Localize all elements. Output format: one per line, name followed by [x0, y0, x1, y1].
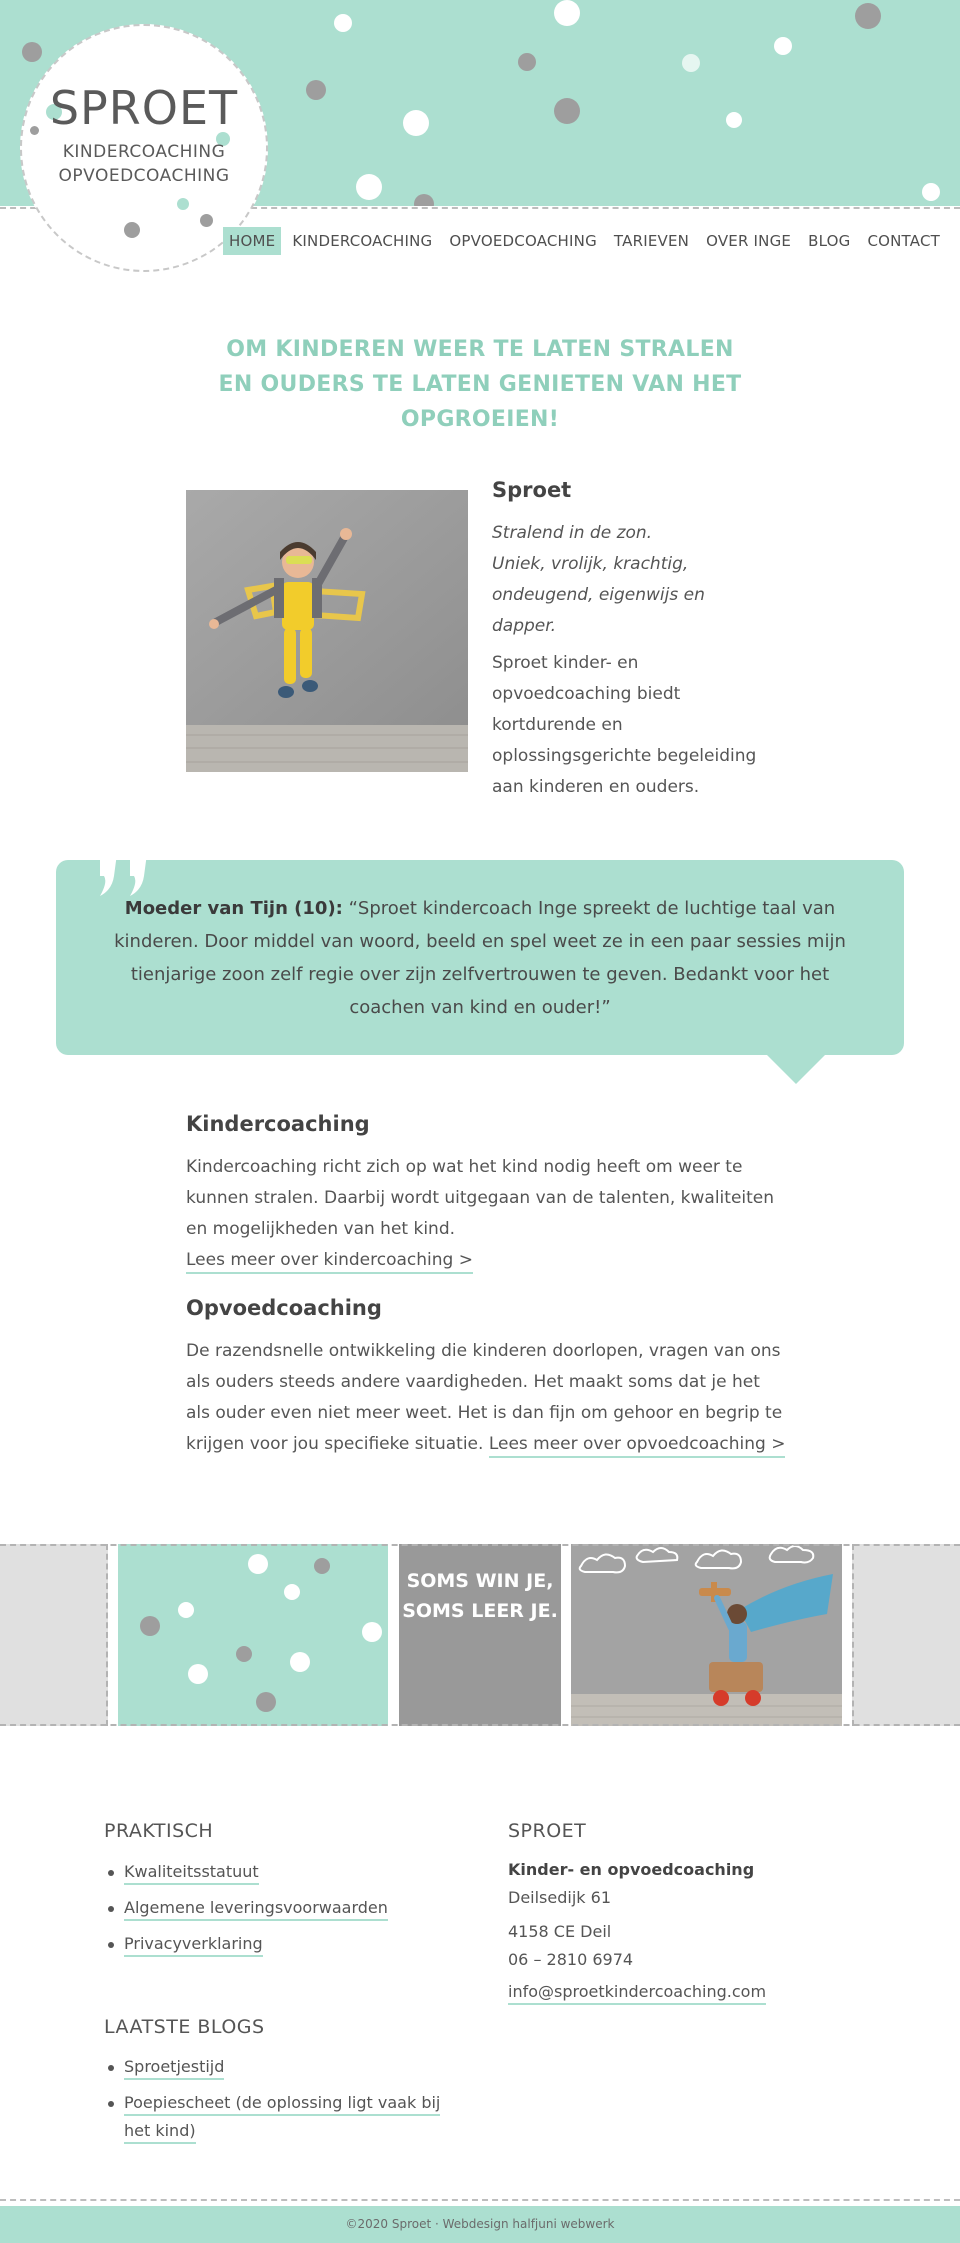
intro-tagline-line: Stralend in de zon.: [492, 523, 653, 543]
decor-dot: [284, 1584, 300, 1600]
decor-dot: [682, 54, 700, 72]
testimonial-box-tail: [766, 1054, 826, 1084]
tile-dots: [118, 1544, 388, 1726]
decor-dot: [554, 0, 580, 26]
footer-link-privacyverklaring[interactable]: Privacyverklaring: [124, 1934, 263, 1957]
intro-photo-child-with-wings: [186, 490, 468, 772]
nav-item-opvoedcoaching[interactable]: OPVOEDCOACHING: [449, 232, 597, 250]
nav-item-tarieven[interactable]: TARIEVEN: [613, 232, 690, 250]
opvoedcoaching-text: De razendsnelle ontwikkeling die kinderen doorlopen, vragen van ons als ouders steeds andere vaardigheden. Het maakt soms dat je het als ouder even niet meer weet. Het is dan fijn om gehoor en begrip te krijgen voor jou specifieke situatie.: [186, 1341, 783, 1454]
tile-photo-child-pilot: [571, 1544, 842, 1726]
decor-dot: [140, 1616, 160, 1636]
page-tagline: [200, 332, 760, 437]
slogan-line: SOMS LEER JE.: [402, 1600, 558, 1622]
logo-dot: [200, 214, 213, 227]
decor-dot: [726, 112, 742, 128]
nav-item-home[interactable]: HOME: [223, 227, 281, 255]
kindercoaching-title: Kindercoaching: [186, 1112, 370, 1136]
decor-dot: [290, 1652, 310, 1672]
list-item: [106, 2053, 466, 2081]
decor-dot: [774, 37, 792, 55]
copyright-bar: [0, 2206, 960, 2243]
decor-dot: [22, 42, 42, 62]
footer-link-leveringsvoorwaarden[interactable]: Algemene leveringsvoorwaarden: [124, 1898, 388, 1921]
logo-dot: [177, 198, 189, 210]
decor-dot: [236, 1646, 252, 1662]
footer-company: Kinder- en opvoedcoaching: [508, 1860, 755, 1879]
tile-grey-left: [0, 1544, 108, 1726]
tile-grey-right: [852, 1544, 960, 1726]
footer-heading-praktisch: PRAKTISCH: [104, 1820, 214, 1842]
footer-link-blog-poepiescheet[interactable]: Poepiescheet (de oplossing ligt vaak bij het kind): [124, 2093, 440, 2144]
slogan-line: SOMS WIN JE,: [406, 1570, 554, 1592]
tagline-line: OPGROEIEN!: [400, 407, 560, 432]
intro-tagline-line: dapper.: [492, 616, 557, 636]
quote-icon: [96, 846, 166, 896]
tile-slogan: [399, 1544, 561, 1726]
footer-heading-laatste-blogs: LAATSTE BLOGS: [104, 2016, 265, 2038]
kindercoaching-read-more-link[interactable]: Lees meer over kindercoaching >: [186, 1250, 473, 1274]
intro-tagline-line: Uniek, vrolijk, krachtig,: [492, 554, 689, 574]
nav-item-contact[interactable]: CONTACT: [867, 232, 940, 250]
footer-link-kwaliteitsstatuut[interactable]: Kwaliteitsstatuut: [124, 1862, 259, 1885]
footer-phone: 06 – 2810 6974: [508, 1950, 634, 1969]
decor-dot: [855, 3, 881, 29]
tagline-line: EN OUDERS TE LATEN GENIETEN VAN HET: [218, 372, 742, 397]
decor-dot: [248, 1554, 268, 1574]
testimonial-text: [110, 892, 850, 1024]
logo-subline-2: OPVOEDCOACHING: [58, 166, 230, 186]
nav-item-over-inge[interactable]: OVER INGE: [706, 232, 792, 250]
opvoedcoaching-read-more-link[interactable]: Lees meer over opvoedcoaching >: [489, 1434, 786, 1458]
tiles-bottom-divider: [0, 1724, 960, 1726]
decor-dot: [403, 110, 429, 136]
tagline-line: OM KINDEREN WEER TE LATEN STRALEN: [226, 337, 734, 362]
copyright-text: ©2020 Sproet · Webdesign halfjuni webwerk: [345, 2217, 615, 2231]
decor-dot: [356, 174, 382, 200]
decor-dot: [414, 194, 434, 206]
kindercoaching-text: Kindercoaching richt zich op wat het kind nodig heeft om weer te kunnen stralen. Daarbij wordt uitgegaan van de talenten, kwaliteiten en mogelijkheden van het kind.: [186, 1157, 775, 1239]
nav-item-blog[interactable]: BLOG: [808, 232, 851, 250]
list-item: [106, 2089, 466, 2145]
kindercoaching-section: [186, 1152, 786, 1276]
image-tiles-row: [0, 1544, 960, 1726]
decor-dot: [306, 80, 326, 100]
intro-tagline-line: ondeugend, eigenwijs en: [492, 585, 705, 605]
decor-dot: [518, 53, 536, 71]
nav-item-kindercoaching[interactable]: KINDERCOACHING: [292, 232, 433, 250]
logo-subline-1: KINDERCOACHING: [62, 142, 226, 162]
list-item: [106, 1858, 466, 1886]
footer-dashed-divider: [0, 2199, 960, 2201]
testimonial-quote: “Sproet kindercoach Inge spreekt de luchtige taal van kinderen. Door middel van woord, beeld en spel weet ze in een paar sessies mijn tienjarige zoon zelf regie over zijn zelfvertrouwen te geven. Bedankt voor het coachen van kind en ouder!”: [114, 898, 846, 1018]
decor-dot: [554, 98, 580, 124]
intro-title: Sproet: [492, 478, 572, 502]
footer-link-blog-sproetjestijd[interactable]: Sproetjestijd: [124, 2057, 224, 2080]
logo-dot: [124, 222, 140, 238]
logo-name: SPROET: [49, 81, 239, 135]
child-pilot-image: [571, 1544, 842, 1726]
footer-city: 4158 CE Deil: [508, 1922, 612, 1941]
footer-heading-sproet: SPROET: [508, 1820, 587, 1842]
decor-dot: [334, 14, 352, 32]
intro-tagline: [492, 518, 752, 642]
decor-dot: [362, 1622, 382, 1642]
opvoedcoaching-title: Opvoedcoaching: [186, 1296, 382, 1320]
intro-description: Sproet kinder- en opvoedcoaching biedt kortdurende en oplossingsgerichte begeleiding aan kinderen en ouders.: [492, 653, 757, 797]
footer-email-link[interactable]: info@sproetkindercoaching.com: [508, 1982, 766, 2005]
footer-praktisch-list: [106, 1858, 466, 1958]
decor-dot: [314, 1558, 330, 1574]
list-item: [106, 1930, 466, 1958]
testimonial-author: Moeder van Tijn (10):: [124, 898, 343, 919]
opvoedcoaching-section: [186, 1336, 786, 1460]
decor-dot: [922, 183, 940, 201]
decor-dot: [256, 1692, 276, 1712]
footer-blogs-list: [106, 2053, 466, 2145]
main-nav: [218, 226, 946, 256]
decor-dot: [188, 1664, 208, 1684]
footer-street: Deilsedijk 61: [508, 1888, 611, 1907]
child-jumping-image: [186, 490, 468, 772]
decor-dot: [178, 1602, 194, 1618]
list-item: [106, 1894, 466, 1922]
tiles-top-divider: [0, 1544, 960, 1546]
